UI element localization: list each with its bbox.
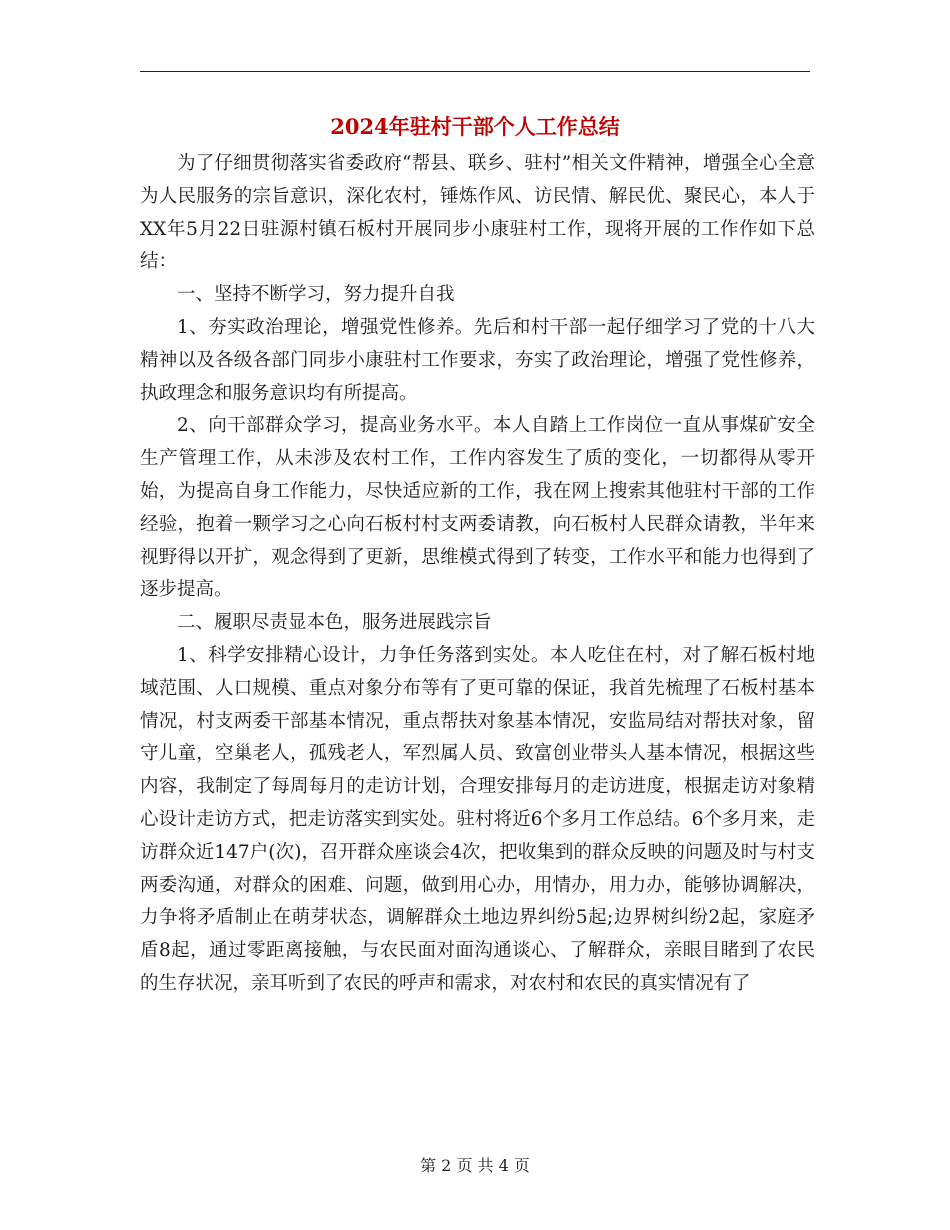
paragraph-1-2: 2、向干部群众学习，提高业务水平。本人自踏上工作岗位一直从事煤矿安全生产管理工作，从未涉及农村工作，工作内容发生了质的变化，一切都得从零开始，为提高自身工作能力，尽快适应新的工作，我在网上搜索其他驻村干部的工作经验，抱着一颗学习之心向石板村村支两委请教，向石板村人民群众请教，半年来视野得以开扩，观念得到了更新，思维模式得到了转变，工作水平和能力也得到了逐步提高。 [140, 415, 815, 601]
header-rule [140, 71, 810, 72]
section-heading-1: 一、坚持不断学习，努力提升自我 [177, 284, 455, 306]
section-heading-2: 二、履职尽责显本色，服务进展践宗旨 [177, 612, 492, 634]
document-title: 2024年驻村干部个人工作总结 [330, 114, 620, 139]
document-body [140, 148, 815, 1001]
paragraph-2-1: 1、科学安排精心设计，力争任务落到实处。本人吃住在村，对了解石板村地域范围、人口规模、重点对象分布等有了更可靠的保证，我首先梳理了石板村基本情况，村支两委干部基本情况，重点帮扶对象基本情况，安监局结对帮扶对象，留守儿童，空巢老人，孤残老人，军烈属人员、致富创业带头人基本情况，根据这些内容，我制定了每周每月的走访计划，合理安排每月的走访进度，根据走访对象精心设计走访方式，把走访落实到实处。驻村将近6个多月工作总结。6个多月来，走访群众近147户(次)，召开群众座谈会4次，把收集到的群众反映的问题及时与村支两委沟通，对群众的困难、问题，做到用心办，用情办，用力办，能够协调解决，力争将矛盾制止在萌芽状态，调解群众土地边界纠纷5起;边界树纠纷2起，家庭矛盾8起，通过零距离接触，与农民面对面沟通谈心、了解群众，亲眼目睹到了农民的生存状况，亲耳听到了农民的呼声和需求，对农村和农民的真实情况有了 [140, 644, 815, 994]
page-number-footer: 第 2 页 共 4 页 [420, 1156, 530, 1175]
paragraph-intro: 为了仔细贯彻落实省委政府“帮县、联乡、驻村”相关文件精神，增强全心全意为人民服务的宗旨意识，深化农村，锤炼作风、访民情、解民优、聚民心，本人于XX年5月22日驻源村镇石板村开展同步小康驻村工作，现将开展的工作作如下总结： [140, 153, 815, 273]
paragraph-1-1: 1、夯实政治理论，增强党性修养。先后和村干部一起仔细学习了党的十八大精神以及各级各部门同步小康驻村工作要求，夯实了政治理论，增强了党性修养，执政理念和服务意识均有所提高。 [140, 316, 815, 404]
